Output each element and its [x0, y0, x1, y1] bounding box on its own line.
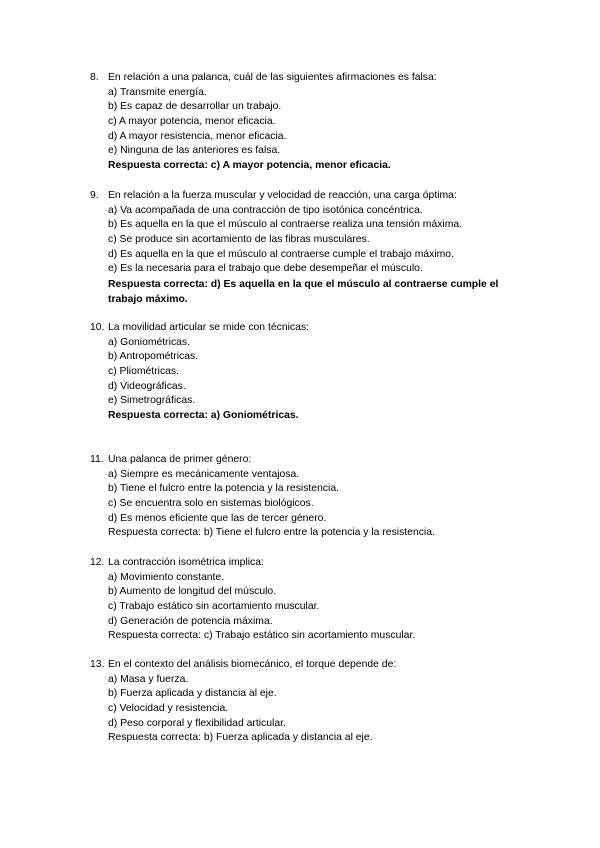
- option-b: b) Aumento de longitud del músculo.: [108, 586, 277, 598]
- question-number: 10.: [90, 322, 105, 333]
- option-a: a) Masa y fuerza.: [108, 673, 189, 685]
- correct-answer: Respuesta correcta: c) A mayor potencia, menor eficacia.: [108, 160, 391, 172]
- option-c: c) A mayor potencia, menor eficacia.: [108, 116, 276, 128]
- option-d: d) Generación de potencia máxima.: [108, 615, 273, 627]
- option-d: d) A mayor resistencia, menor eficacia.: [108, 130, 287, 142]
- question-text: En relación a una palanca, cuál de las siguientes afirmaciones es falsa:: [108, 72, 437, 83]
- option-c: c) Se encuentra solo en sistemas biológicos.: [108, 498, 314, 510]
- option-a: a) Transmite energía.: [108, 86, 207, 98]
- question-11: [90, 453, 535, 541]
- option-a: a) Movimiento constante.: [108, 571, 225, 583]
- option-d: d) Videográficas.: [108, 380, 186, 392]
- question-text: En relación a la fuerza muscular y velocidad de reacción, una carga óptima:: [108, 190, 457, 201]
- option-c: c) Velocidad y resistencia.: [108, 703, 229, 715]
- question-number: 12.: [90, 557, 105, 568]
- option-c: c) Pliométricas.: [108, 366, 180, 378]
- question-number: 13.: [90, 659, 105, 670]
- correct-answer: Respuesta correcta: d) Es aquella en la que el músculo al contraerse cumple el trabajo máximo.: [108, 279, 499, 306]
- question-text: La movilidad articular se mide con técnicas:: [108, 322, 309, 333]
- correct-answer: Respuesta correcta: b) Tiene el fulcro entre la potencia y la resistencia.: [108, 527, 435, 539]
- option-b: b) Fuerza aplicada y distancia al eje.: [108, 688, 277, 700]
- question-text: Una palanca de primer género:: [108, 454, 252, 465]
- question-text: La contracción isométrica implica:: [108, 557, 264, 568]
- option-d: d) Peso corporal y flexibilidad articular.: [108, 717, 286, 729]
- option-b: b) Es aquella en la que el músculo al contraerse realiza una tensión máxima.: [108, 219, 463, 231]
- option-c: c) Se produce sin acortamiento de las fibras musculares.: [108, 234, 370, 246]
- question-12: [90, 556, 535, 644]
- question-text: En el contexto del análisis biomecánico, el torque depende de:: [108, 659, 397, 670]
- option-a: a) Va acompañada de una contracción de tipo isotónica concéntrica.: [108, 204, 423, 216]
- option-e: e) Es la necesaria para el trabajo que debe desempeñar el músculo.: [108, 263, 423, 275]
- option-e: e) Ninguna de las anteriores es falsa.: [108, 145, 281, 157]
- question-8: [90, 71, 535, 174]
- option-b: b) Tiene el fulcro entre la potencia y la resistencia.: [108, 483, 340, 495]
- option-b: b) Antropométricas.: [108, 351, 199, 363]
- question-9: [90, 189, 535, 307]
- question-10: [90, 321, 535, 424]
- correct-answer: Respuesta correcta: c) Trabajo estático sin acortamiento muscular.: [108, 630, 416, 642]
- correct-answer: Respuesta correcta: b) Fuerza aplicada y distancia al eje.: [108, 732, 373, 744]
- option-a: a) Siempre es mecánicamente ventajosa.: [108, 468, 300, 480]
- question-13: [90, 658, 535, 746]
- option-d: d) Es aquella en la que el músculo al contraerse cumple el trabajo máximo.: [108, 248, 454, 260]
- question-number: 11.: [90, 454, 104, 465]
- option-a: a) Goniométricas.: [108, 336, 190, 348]
- option-b: b) Es capaz de desarrollar un trabajo.: [108, 101, 282, 113]
- option-d: d) Es menos eficiente que las de tercer género.: [108, 512, 327, 524]
- correct-answer: Respuesta correcta: a) Goniométricas.: [108, 410, 299, 422]
- option-c: c) Trabajo estático sin acortamiento muscular.: [108, 601, 320, 613]
- option-e: e) Simetrográficas.: [108, 395, 196, 407]
- question-number: 9.: [90, 190, 99, 201]
- question-number: 8.: [90, 72, 99, 83]
